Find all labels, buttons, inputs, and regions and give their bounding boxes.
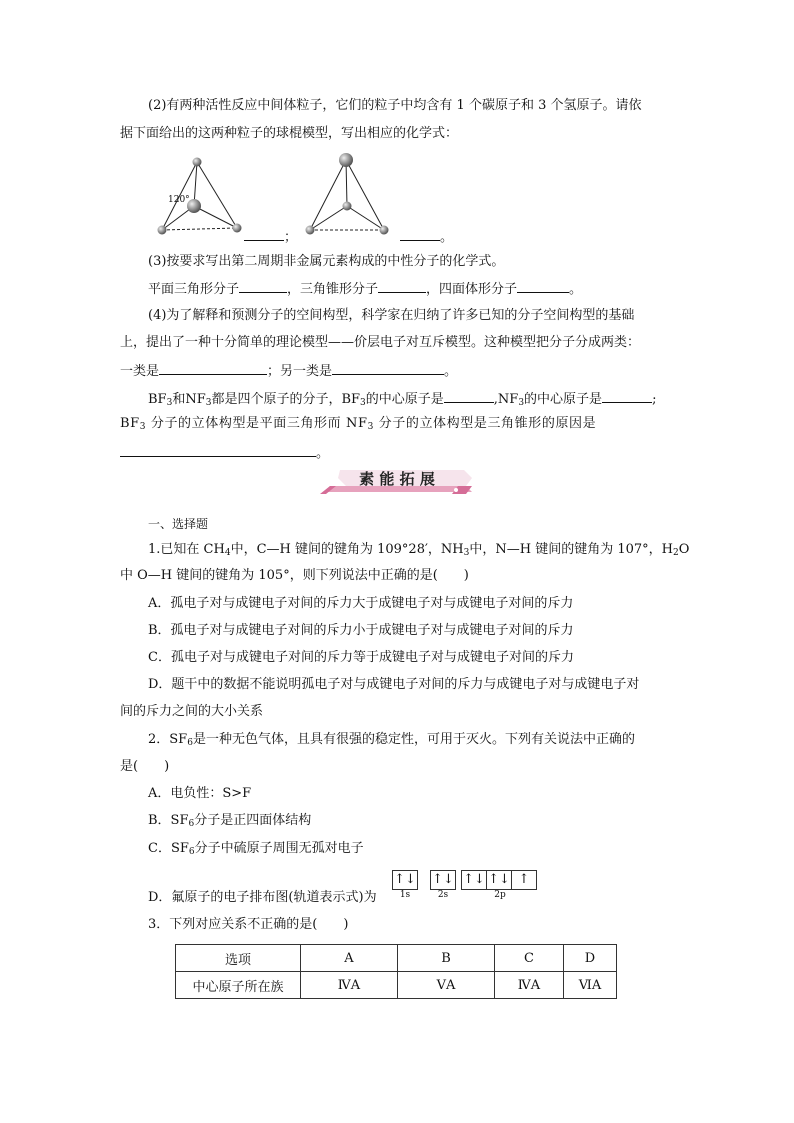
q2-option-a[interactable]: A．电负性：S>F bbox=[148, 786, 252, 801]
q1-option-a[interactable]: A．孤电子对与成键电子对间的斥力大于成键电子对与成键电子对间的斥力 bbox=[148, 596, 574, 611]
table-header-row bbox=[176, 945, 617, 972]
answer-blank-2[interactable]: 。 bbox=[400, 226, 453, 248]
table-cell: ⅣA bbox=[301, 972, 398, 999]
blank-tetra[interactable] bbox=[517, 278, 569, 293]
q1-option-c[interactable]: C．孤电子对与成键电子对间的斥力等于成键电子对与成键电子对间的斥力 bbox=[148, 650, 574, 665]
angle-label: 120° bbox=[168, 195, 190, 205]
q1-option-b[interactable]: B．孤电子对与成键电子对间的斥力小于成键电子对与成键电子对间的斥力 bbox=[148, 623, 574, 638]
answer-blank-1[interactable]: ； bbox=[244, 226, 297, 248]
orbital-label-2p: 2p bbox=[494, 890, 506, 900]
table-header-cell: D bbox=[564, 945, 617, 972]
table-cell: 中心原子所在族 bbox=[176, 972, 301, 999]
q2-option-b[interactable]: B．$SF_6$分子是正四面体结构 bbox=[148, 813, 312, 829]
q4-text-line2: 上，提出了一种十分简单的理论模型——价层电子对互斥模型。这种模型把分子分成两类： bbox=[120, 335, 641, 350]
q4-text-line1: (4)为了解释和预测分子的空间构型，科学家在归纳了许多已知的分子空间构型的基础 bbox=[148, 308, 635, 323]
orbital-box-2s: ↑↓ bbox=[430, 870, 456, 890]
q2-option-d[interactable]: D．氟原子的电子排布图(轨道表示式)为 bbox=[148, 890, 377, 905]
q2-text-line2: 据下面给出的这两种粒子的球棍模型，写出相应的化学式： bbox=[120, 126, 459, 141]
table-header-cell: B bbox=[398, 945, 495, 972]
orbital-1s bbox=[392, 870, 418, 900]
orbital-box-2p-3: ↑ bbox=[518, 872, 530, 887]
q3-table bbox=[175, 944, 617, 999]
q4-text-line3: 一类是 ；另一类是 。 bbox=[120, 360, 457, 382]
q4-text-line4: $BF_3$和$NF_3$都是四个原子的分子，$BF_3$的中心原子是 $,NF_3$的中心原子是 ; bbox=[148, 388, 656, 413]
q3-text-line1: (3)按要求写出第二周期非金属元素构成的中性分子的化学式。 bbox=[148, 254, 505, 269]
table-header-cell: A bbox=[301, 945, 398, 972]
q2-line1: 2．$SF_6$是一种无色气体，且具有很强的稳定性，可用于灭火。下列有关说法中正确的 bbox=[148, 732, 635, 748]
table-row bbox=[176, 972, 617, 999]
q3-line1: 3．下列对应关系不正确的是( ) bbox=[148, 917, 349, 932]
blank-type2[interactable] bbox=[332, 360, 444, 375]
table-cell: ⅤA bbox=[398, 972, 495, 999]
section-banner bbox=[316, 466, 478, 498]
blank-pyramid[interactable] bbox=[378, 278, 426, 293]
orbital-box-2p-2: ↑↓ bbox=[487, 871, 512, 889]
q2-text-line1: (2)有两种活性反应中间体粒子，它们的粒子中均含有 1 个碳原子和 3 个氢原子。请依 bbox=[148, 98, 642, 113]
table-header-cell: 选项 bbox=[176, 945, 301, 972]
orbital-box-2p-1: ↑↓ bbox=[462, 871, 487, 889]
orbital-2p bbox=[461, 870, 539, 900]
q1-option-d-cont: 间的斥力之间的大小关系 bbox=[120, 704, 264, 719]
q4-text-line5: $BF_3$ 分子的立体构型是平面三角形而 $NF_3$ 分子的立体构型是三角锥形的原因是 bbox=[120, 416, 597, 432]
q4-text-line6: 。 bbox=[120, 442, 329, 464]
q2-line2: 是( ) bbox=[120, 759, 170, 774]
orbital-label-2s: 2s bbox=[437, 890, 449, 900]
table-header-cell: C bbox=[495, 945, 564, 972]
blank-reason[interactable] bbox=[120, 442, 316, 457]
orbital-box-1s: ↑↓ bbox=[392, 870, 418, 890]
q1-line2: 中 O—H 键间的键角为 105°，则下列说法中正确的是( ) bbox=[120, 568, 469, 583]
orbital-2s bbox=[430, 870, 456, 900]
banner-title: 素 能 拓 展 bbox=[359, 470, 435, 488]
blank-bf3-center[interactable] bbox=[444, 388, 494, 403]
q1-option-d[interactable]: D．题干中的数据不能说明孤电子对与成键电子对间的斥力与成键电子对与成键电子对 bbox=[148, 677, 640, 692]
section-heading: 一、选择题 bbox=[148, 517, 209, 531]
q3-text-line2: 平面三角形分子 ，三角锥形分子 ，四面体形分子 。 bbox=[148, 278, 582, 300]
table-cell: ⅥA bbox=[564, 972, 617, 999]
q1-line1: 1.已知在 $CH_4$中，C—H 键间的键角为 109°28′，$NH_3$中，N—H 键间的键角为 107°，$H_2O$ bbox=[148, 542, 690, 558]
blank-type1[interactable] bbox=[159, 360, 267, 375]
table-cell: ⅣA bbox=[495, 972, 564, 999]
orbital-label-1s: 1s bbox=[399, 890, 411, 900]
q2-option-c[interactable]: C．$SF_6$分子中硫原子周围无孤对电子 bbox=[148, 841, 364, 857]
blank-nf3-center[interactable] bbox=[602, 388, 652, 403]
blank-planar[interactable] bbox=[239, 278, 287, 293]
pyramid-model-figure bbox=[300, 148, 395, 240]
